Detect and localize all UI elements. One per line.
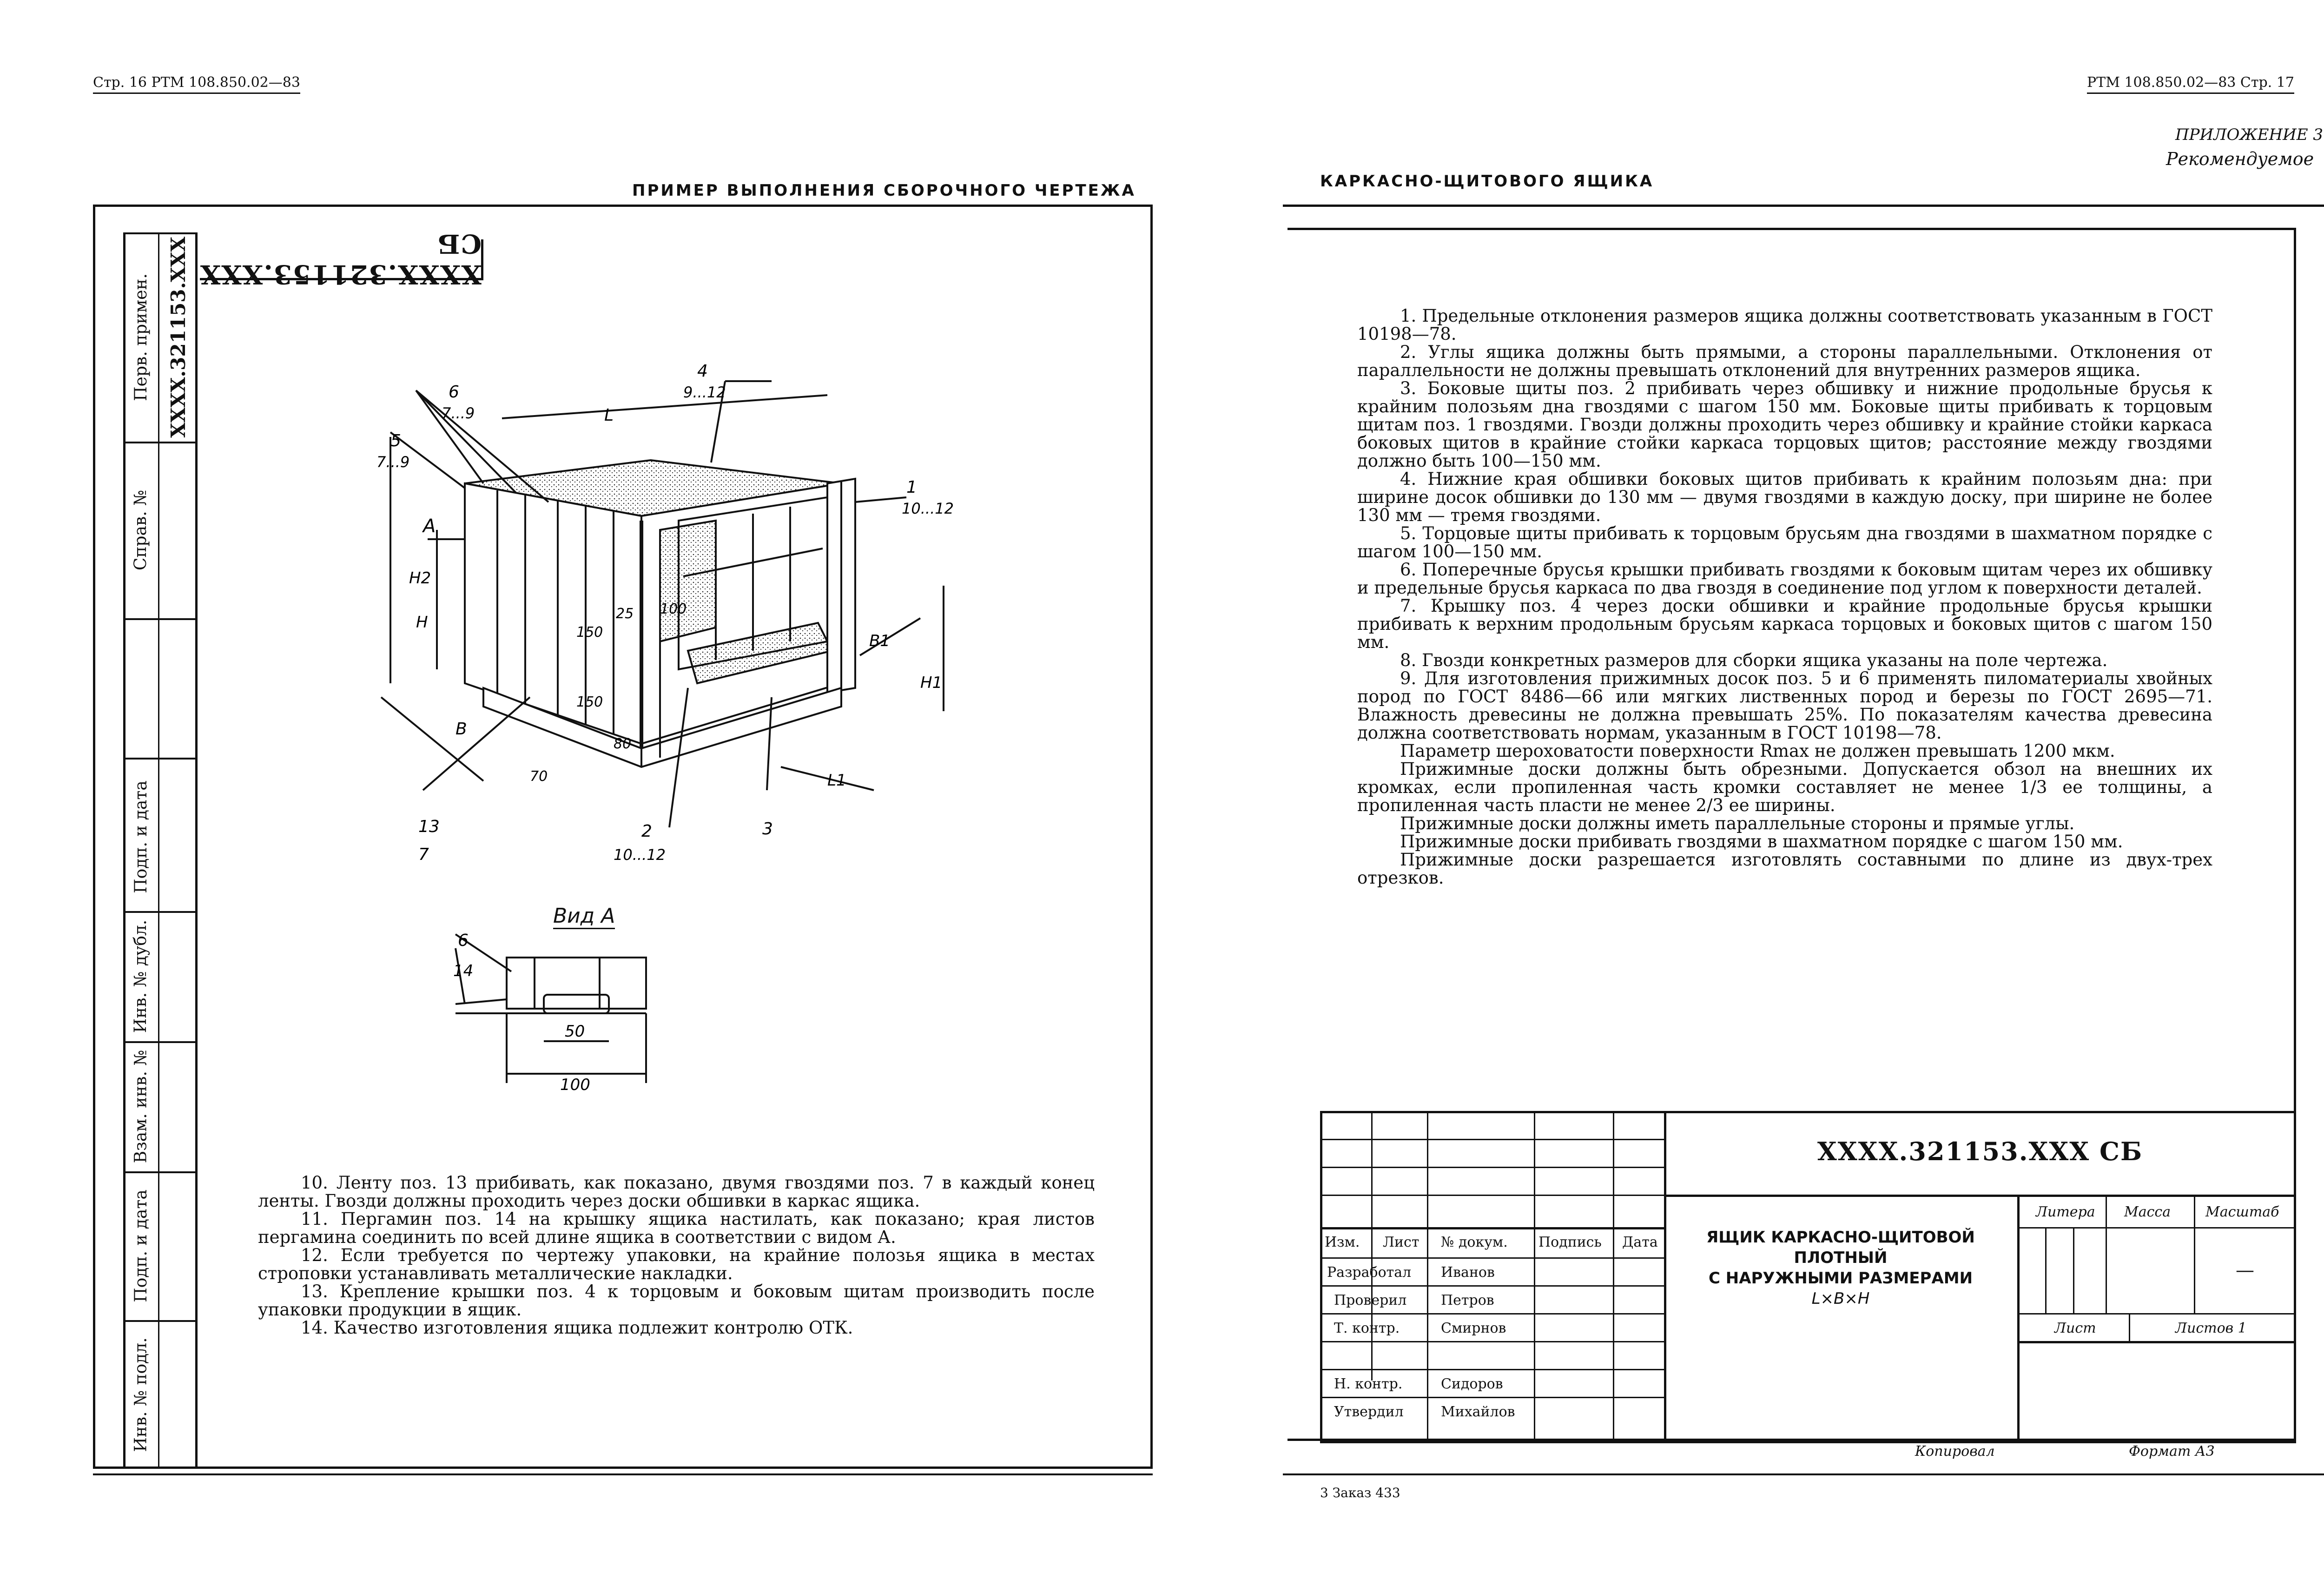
leader-10-12b: 10...12 xyxy=(614,846,666,864)
tb-name-line1: ЯЩИК КАРКАСНО-ЩИТОВОЙ xyxy=(1706,1228,1975,1247)
rnote-rmax: Параметр шероховатости поверхности Rmax не должен превышать 1200 мкм. xyxy=(1400,741,2115,761)
rnote-boards-2: Прижимные доски должны иметь параллельные стороны и прямые углы. xyxy=(1400,813,2075,833)
tb-col-sign: Подпись xyxy=(1538,1234,1602,1250)
note-14: 14. Качество изготовления ящика подлежит контролю ОТК. xyxy=(301,1318,853,1338)
leader-6: 6 xyxy=(449,383,459,402)
left-notes xyxy=(258,1174,1095,1337)
tb-name-2: Смирнов xyxy=(1441,1320,1506,1336)
view-a-drawing xyxy=(446,930,706,1106)
tb-product-name xyxy=(1669,1227,2013,1309)
tb-name-4: Сидоров xyxy=(1441,1376,1503,1392)
stamp-inv-dup: Инв. № дубл. xyxy=(131,919,151,1033)
leader-B: B xyxy=(456,720,467,739)
rnote-1: 1. Предельные отклонения размеров ящика должны соответствовать указанным в ГОСТ 10198—78. xyxy=(1357,306,2212,344)
rnote-6: 6. Поперечные брусья крышки прибивать гвоздями к боковым щитам через их обшивку и предельные брусья каркаса по два гвоздя в соединение под углом к поверхности деталей. xyxy=(1357,560,2212,598)
leader-10-12: 10...12 xyxy=(902,500,954,517)
tb-masshtab: Масштаб xyxy=(2205,1204,2279,1220)
note-13: 13. Крепление крышки поз. 4 к торцовым и боковым щитам производить после упаковки продукции в ящик. xyxy=(258,1282,1095,1320)
tb-masshtab-value: — xyxy=(2236,1260,2254,1281)
rnote-8: 8. Гвозди конкретных размеров для сборки ящика указаны на поле чертежа. xyxy=(1400,650,2108,670)
tb-role-4: Н. контр. xyxy=(1334,1376,1403,1392)
tb-role-1: Проверил xyxy=(1334,1292,1407,1308)
tb-name-line4: L×B×H xyxy=(1811,1289,1870,1308)
note-10: 10. Ленту поз. 13 прибивать, как показано, двумя гвоздями поз. 7 в каждый конец ленты. Гвозди должны проходить через доски обшивки в каркас ящика. xyxy=(258,1173,1095,1211)
stamp-first-use-value: XXXX.321153.XXX xyxy=(166,236,190,438)
tb-litera: Литера xyxy=(2036,1204,2095,1220)
box-assembly-drawing xyxy=(363,363,1013,865)
tb-name-line2: ПЛОТНЫЙ xyxy=(1794,1248,1888,1267)
recommended-label: Рекомендуемое xyxy=(2166,149,2314,169)
tb-list: Лист xyxy=(2054,1320,2096,1336)
tb-name-line3: С НАРУЖНЫМИ РАЗМЕРАМИ xyxy=(1708,1269,1973,1288)
tb-name-5: Михайлов xyxy=(1441,1404,1515,1420)
leader-L1: L1 xyxy=(827,771,846,790)
tb-format: Формат А3 xyxy=(2129,1443,2215,1460)
leader-1: 1 xyxy=(906,478,917,497)
view-a-leader-6: 6 xyxy=(458,931,469,950)
rnote-4: 4. Нижние края обшивки боковых щитов прибивать к крайним полозьям дна: при ширине досок обшивки до 130 мм — двумя гвоздями в каждую доску, при ширине не более 130 мм — тремя гвоздями. xyxy=(1357,469,2212,525)
tb-designation: XXXX.321153.XXX СБ xyxy=(1817,1136,2143,1166)
leader-9-12: 9...12 xyxy=(683,383,726,401)
rnote-boards-4: Прижимные доски разрешается изготовлять составными по длине из двух-трех отрезков. xyxy=(1357,850,2212,888)
leader-25: 25 xyxy=(616,606,634,622)
leader-7-9: 7...9 xyxy=(442,404,475,422)
leader-7: 7 xyxy=(418,845,429,864)
rnote-boards-1: Прижимные доски должны быть обрезными. Допускается обзол на внешних их кромках, если пропиленная часть кромки составляет не менее 1/3 ее толщины, а пропиленная часть пласти не менее 2/3 ее ширины. xyxy=(1357,759,2212,815)
rnote-9: 9. Для изготовления прижимных досок поз. 5 и 6 применять пиломатериалы хвойных пород по ГОСТ 8486—66 или мягких лиственных пород и березы по ГОСТ 2695—71. Влажность древесины не должна превышать 25%. По показателям качества древесина должна соответствовать нормам, указанным в ГОСТ 10198—78. xyxy=(1357,668,2212,743)
tb-col-izm: Изм. xyxy=(1325,1234,1360,1250)
leader-70: 70 xyxy=(530,768,548,785)
appendix-label: ПРИЛОЖЕНИЕ 3 xyxy=(2175,126,2324,144)
leader-150b: 150 xyxy=(576,694,603,710)
left-page-header: Стр. 16 РТМ 108.850.02—83 xyxy=(93,74,300,94)
tb-kopiroval: Копировал xyxy=(1915,1443,1995,1460)
leader-80: 80 xyxy=(614,736,632,752)
right-page-title: КАРКАСНО-ЩИТОВОГО ЯЩИКА xyxy=(1320,172,1654,191)
view-a-dim-50: 50 xyxy=(565,1022,585,1041)
designation-box-inverted: XXXX.321153.XXX СБ xyxy=(200,239,483,280)
leader-H1: H1 xyxy=(920,674,943,692)
leader-7-9b: 7...9 xyxy=(376,453,410,471)
tb-role-2: Т. контр. xyxy=(1334,1320,1400,1336)
leader-B1: B1 xyxy=(869,632,890,650)
right-page-footer: 3 Заказ 433 xyxy=(1320,1485,1400,1500)
leader-A: A xyxy=(423,515,436,537)
rnote-7: 7. Крышку поз. 4 через доски обшивки и крайние продольные брусья крышки прибивать к верхним продольным брусьям каркаса торцовых и боковых щитов с шагом 150 мм. xyxy=(1357,596,2212,652)
right-page-header: РТМ 108.850.02—83 Стр. 17 xyxy=(2087,74,2294,94)
leader-H2: H2 xyxy=(409,569,431,588)
leader-2: 2 xyxy=(641,822,652,841)
stamp-sign-date-2: Подп. и дата xyxy=(131,1189,151,1302)
leader-H: H xyxy=(416,613,428,632)
view-a-title: Вид А xyxy=(553,904,615,929)
tb-col-list: Лист xyxy=(1383,1234,1419,1250)
rnote-2: 2. Углы ящика должны быть прямыми, а стороны параллельными. Отклонения от параллельности не должны превышать отклонений для внутренних размеров ящика. xyxy=(1357,342,2212,380)
leader-5: 5 xyxy=(390,431,401,450)
tb-col-date: Дата xyxy=(1622,1234,1658,1250)
tb-massa: Масса xyxy=(2124,1204,2171,1220)
rnote-boards-3: Прижимные доски прибивать гвоздями в шахматном порядке с шагом 150 мм. xyxy=(1400,832,2123,852)
tb-role-0: Разработал xyxy=(1327,1264,1412,1281)
stamp-ref-no: Справ. № xyxy=(131,489,151,570)
rnote-5: 5. Торцовые щиты прибивать к торцовым брусьям дна гвоздями в шахматном порядке с шагом 100—150 мм. xyxy=(1357,523,2212,561)
stamp-sign-date-1: Подп. и дата xyxy=(131,780,151,893)
tb-listov: Листов 1 xyxy=(2175,1320,2247,1336)
leader-L: L xyxy=(604,406,614,425)
stamp-first-use: Перв. примен. xyxy=(131,273,151,401)
view-a-dim-100: 100 xyxy=(560,1076,590,1094)
leader-13: 13 xyxy=(418,817,440,836)
leader-3: 3 xyxy=(762,819,773,839)
right-notes xyxy=(1357,307,2212,887)
note-11: 11. Пергамин поз. 14 на крышку ящика настилать, как показано; края листов пергамина соединить по всей длине ящика в соответствии с видом А. xyxy=(258,1209,1095,1247)
tb-role-5: Утвердил xyxy=(1334,1404,1404,1420)
left-page-title: ПРИМЕР ВЫПОЛНЕНИЯ СБОРОЧНОГО ЧЕРТЕЖА xyxy=(632,181,1136,200)
rnote-3: 3. Боковые щиты поз. 2 прибивать через обшивку и нижние продольные брусья к крайним полозьям дна гвоздями с шагом 150 мм. Боковые щиты прибивать к торцовым щитам поз. 1 гвоздями. Гвозди должны проходить через обшивку и крайние стойки каркаса боковых щитов в крайние стойки каркаса торцовых щитов; расстояние между гвоздями должно быть 100—150 мм. xyxy=(1357,378,2212,471)
leader-100: 100 xyxy=(660,601,687,617)
tb-name-0: Иванов xyxy=(1441,1264,1495,1281)
view-a-leader-14: 14 xyxy=(453,962,474,980)
tb-name-1: Петров xyxy=(1441,1292,1494,1308)
tb-col-doc: № докум. xyxy=(1441,1234,1508,1250)
note-12: 12. Если требуется по чертежу упаковки, на крайние полозья ящика в местах строповки устанавливать металлические накладки. xyxy=(258,1245,1095,1283)
stamp-inv-replace: Взам. инв. № xyxy=(131,1050,151,1163)
leader-150: 150 xyxy=(576,624,603,641)
leader-4: 4 xyxy=(697,363,708,381)
stamp-inv-orig: Инв. № подл. xyxy=(131,1337,151,1452)
